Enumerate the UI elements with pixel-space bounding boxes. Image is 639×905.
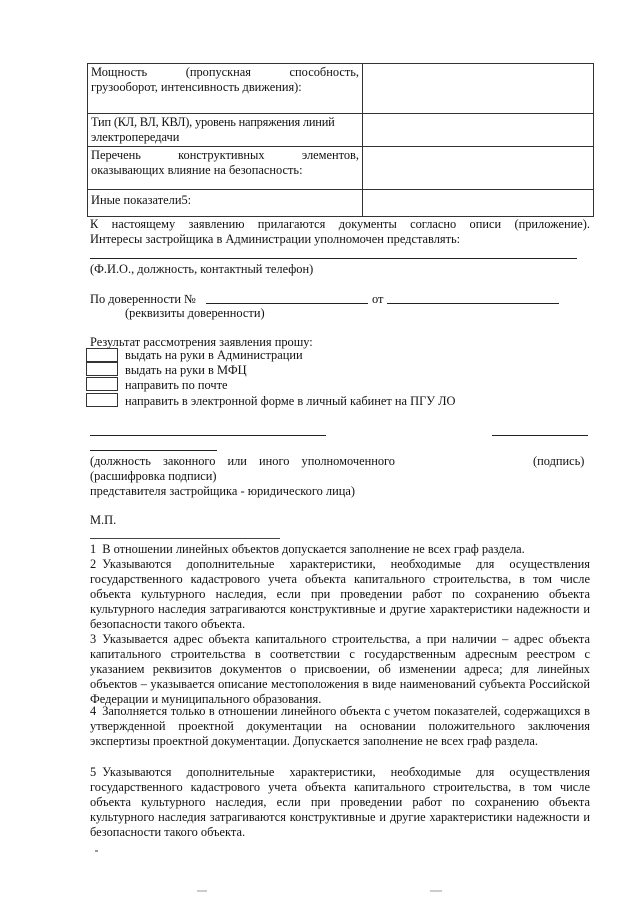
footnote-number: 4 <box>90 704 97 718</box>
power-of-attorney-date-line[interactable] <box>387 303 559 304</box>
footnote-text: В отношении линейных объектов допускается заполнение не всех граф раздела. <box>102 542 525 556</box>
footnote-text: Указываются дополнительные характеристики, необходимые для осуществления государственного кадастрового учета объекта капитального строительства, в том числе объекта культурного наследия, если при проведении работ по сохранению объекта культурного наследия затрагиваются конструктивные и другие характеристики надежности и безопасности такого объекта. <box>90 557 590 631</box>
intro-line-1: К настоящему заявлению прилагаются документы согласно описи (приложение). <box>90 217 590 231</box>
table-row <box>88 64 594 114</box>
scan-speck <box>197 890 207 892</box>
footnote-separator <box>90 538 280 539</box>
row-label-line-type <box>88 114 363 147</box>
footnote-text: Указывается адрес объекта капитального строительства, а при наличии – адрес объекта капитального строительства в соответствии с государственным адресным реестром с указанием реквизитов документов о присвоении, об изменении адреса; для линейных объектов – указывается описание местоположения в виде наименований субъекта Российской Федерации и муниципального образования. <box>90 632 590 706</box>
table-row <box>88 114 594 147</box>
power-of-attorney-caption: (реквизиты доверенности) <box>125 306 265 320</box>
label-line: Тип (КЛ, ВЛ, КВЛ), уровень напряжения линий <box>91 115 335 129</box>
scan-speck <box>430 890 442 892</box>
footnote-text: Указываются дополнительные характеристики, необходимые для осуществления государственного кадастрового учета объекта капитального строительства, в том числе объекта культурного наследия, если при проведении работ по сохранению объекта культурного наследия затрагиваются конструктивные и другие характеристики надежности и безопасности такого объекта. <box>90 765 590 839</box>
label-line: электропередачи <box>91 130 180 144</box>
option-label-mfc: выдать на руки в МФЦ <box>125 363 247 377</box>
decoding-caption: (расшифровка подписи) <box>90 469 217 483</box>
footnote-number: 1 <box>90 542 97 556</box>
label-line: грузооборот, интенсивность движения): <box>91 80 302 94</box>
footnote-number: 5 <box>90 765 97 779</box>
footnote-5 <box>90 765 590 840</box>
checkbox-mail[interactable] <box>86 377 118 391</box>
option-label-electronic: направить в электронной форме в личный кабинет на ПГУ ЛО <box>125 394 456 408</box>
decoding-fill-line[interactable] <box>90 450 217 451</box>
table-row <box>88 190 594 217</box>
checkbox-electronic[interactable] <box>86 393 118 407</box>
table-row <box>88 147 594 190</box>
row-label-structural-elements <box>88 147 363 190</box>
footnote-1 <box>90 542 590 557</box>
checkbox-mfc[interactable] <box>86 362 118 376</box>
row-value-other-indicators[interactable] <box>363 190 594 217</box>
checkbox-administration[interactable] <box>86 348 118 362</box>
row-value-line-type[interactable] <box>363 114 594 147</box>
stamp-label: М.П. <box>90 513 117 527</box>
representative-fill-line[interactable] <box>90 258 577 259</box>
position-fill-line[interactable] <box>90 435 326 436</box>
result-title: Результат рассмотрения заявления прошу: <box>90 335 313 349</box>
footnote-number: 2 <box>90 557 97 571</box>
footnote-3 <box>90 632 590 707</box>
row-label-capacity <box>88 64 363 114</box>
row-value-capacity[interactable] <box>363 64 594 114</box>
label-line: Мощность (пропускная способность, <box>91 65 359 79</box>
label-line: Перечень конструктивных элементов, <box>91 148 359 162</box>
row-label-other-indicators <box>88 190 363 217</box>
power-of-attorney-number-line[interactable] <box>206 303 368 304</box>
signature-fill-line[interactable] <box>492 435 588 436</box>
power-of-attorney-from-label: от <box>372 292 384 306</box>
row-value-structural-elements[interactable] <box>363 147 594 190</box>
footnote-2 <box>90 557 590 632</box>
power-of-attorney-label: По доверенности № <box>90 292 196 306</box>
signature-caption: (подпись) <box>533 454 585 468</box>
fio-caption: (Ф.И.О., должность, контактный телефон) <box>90 262 314 276</box>
scan-speck <box>95 850 98 852</box>
representative-caption: представителя застройщика - юридического лица) <box>90 484 355 498</box>
position-caption: (должность законного или иного уполномоченного <box>90 454 395 468</box>
footnote-number: 3 <box>90 632 97 646</box>
option-label-administration: выдать на руки в Администрации <box>125 348 303 362</box>
label-line: оказывающих влияние на безопасность: <box>91 163 303 177</box>
properties-table <box>87 63 594 217</box>
footnote-text: Заполняется только в отношении линейного объекта с учетом показателей, содержащихся в утвержденной проектной документации на основании положительного заключения экспертизы проектной документации. Допускается заполнение не всех граф раздела. <box>90 704 590 748</box>
label-line: Иные показатели5: <box>91 193 192 207</box>
footnote-4 <box>90 704 590 749</box>
option-label-mail: направить по почте <box>125 378 228 392</box>
intro-line-2: Интересы застройщика в Администрации уполномочен представлять: <box>90 232 461 246</box>
